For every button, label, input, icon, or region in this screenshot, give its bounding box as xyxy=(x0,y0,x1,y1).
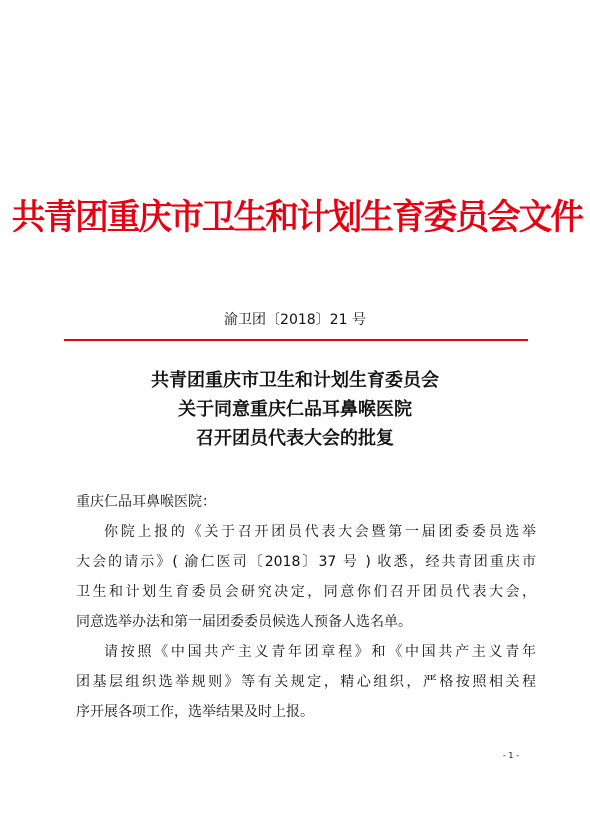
paragraph-2 xyxy=(76,637,536,727)
document-number: 渝卫团〔2018〕21 号 xyxy=(224,312,366,328)
title-line-1: 共青团重庆市卫生和计划生育委员会 xyxy=(151,370,439,391)
paragraph-1-line-2: 大会的请示》( 渝仁医司〔2018〕37 号 ) 收悉，经共青团重庆市 xyxy=(76,554,536,570)
paragraph-1 xyxy=(76,517,536,637)
paragraph-2-line-2: 团基层组织选举规则》等有关规定，精心组织，严格按照相关程 xyxy=(76,674,536,690)
title-line-2: 关于同意重庆仁品耳鼻喉医院 xyxy=(178,399,412,420)
paragraph-2-line-3: 序开展各项工作，选举结果及时上报。 xyxy=(76,704,314,720)
title-line-3: 召开团员代表大会的批复 xyxy=(196,428,394,449)
page-number: - 1 - xyxy=(503,751,519,760)
masthead-title: 共青团重庆市卫生和计划生育委员会文件 xyxy=(11,198,583,238)
red-separator-line xyxy=(64,339,528,341)
paragraph-1-line-3: 卫生和计划生育委员会研究决定，同意你们召开团员代表大会， xyxy=(76,584,536,600)
paragraph-1-line-4: 同意选举办法和第一届团委委员候选人预备人选名单。 xyxy=(76,614,412,630)
paragraph-1-line-1: 你院上报的《关于召开团员代表大会暨第一届团委委员选举 xyxy=(104,524,536,540)
salutation: 重庆仁品耳鼻喉医院： xyxy=(76,494,216,510)
document-body xyxy=(76,487,536,727)
document-title xyxy=(0,366,590,453)
paragraph-2-line-1: 请按照《中国共产主义青年团章程》和《中国共产主义青年 xyxy=(104,644,536,660)
